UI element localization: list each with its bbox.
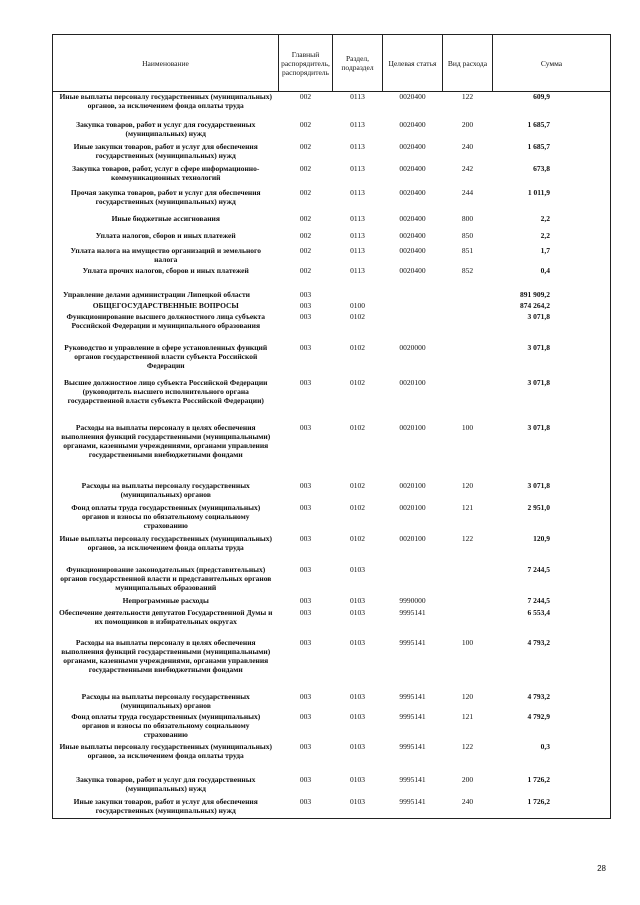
row-name: Руководство и управление в сфере установленных функций органов государственной власти субъекта Российской Федерации: [53, 343, 279, 378]
row-summa: 3 071,8: [493, 378, 611, 423]
row-glav: 003: [299, 564, 312, 574]
row-name: Уплата налогов, сборов и иных платежей: [53, 231, 279, 246]
row-razdel: 0102: [350, 311, 365, 321]
table-row: [53, 301, 611, 312]
row-vid: 240: [443, 797, 493, 819]
row-summa: 4 793,2: [493, 638, 611, 692]
row-statia: 9995141: [383, 797, 443, 819]
table-row: [53, 266, 611, 290]
row-vid: 121: [461, 502, 474, 512]
row-statia: 0020100: [399, 502, 426, 512]
table-row: [53, 290, 611, 301]
row-summa: 891 909,2: [493, 290, 611, 301]
row-statia: [383, 301, 443, 312]
row-razdel: 0103: [333, 797, 383, 819]
row-glav: 002: [299, 119, 312, 129]
table-row: [53, 596, 611, 608]
row-vid: 800: [461, 213, 474, 223]
table-row: [53, 608, 611, 638]
table-row: [53, 797, 611, 819]
table-row: [53, 120, 611, 142]
table-row: [53, 92, 611, 120]
row-razdel: 0113: [350, 265, 365, 275]
row-razdel: 0113: [350, 187, 365, 197]
row-summa: 4 792,9: [493, 712, 611, 742]
table-row: [53, 742, 611, 775]
row-statia: 0020100: [399, 533, 426, 543]
row-vid: 851: [461, 245, 474, 255]
header-summa: Сумма: [493, 35, 611, 92]
row-statia: 0020400: [399, 119, 426, 129]
row-summa: 3 071,8: [493, 312, 611, 343]
table-row: [53, 565, 611, 596]
row-vid: 100: [461, 422, 474, 432]
row-glav: 003: [299, 289, 312, 299]
row-vid: 244: [461, 187, 474, 197]
row-vid: [443, 343, 493, 378]
table-row: [53, 378, 611, 423]
table-row: [53, 503, 611, 534]
row-glav: 003: [299, 595, 312, 605]
header-vid: Вид расхода: [443, 35, 493, 92]
table-header-row: [53, 35, 611, 92]
row-summa: 3 071,8: [493, 343, 611, 378]
row-summa: 3 071,8: [493, 481, 611, 503]
row-vid: 200: [461, 119, 474, 129]
row-name: Закупка товаров, работ, услуг в сфере информационно-коммуникационных технологий: [53, 164, 279, 188]
row-summa: 2,2: [493, 214, 611, 231]
row-razdel: 0103: [350, 711, 365, 721]
row-summa: 1,7: [493, 246, 611, 266]
document-page: [52, 34, 610, 819]
row-statia: 9995141: [399, 637, 426, 647]
header-glav: Главный распорядитель, распорядитель: [279, 35, 333, 92]
row-glav: 003: [299, 480, 312, 490]
row-summa: 2,2: [493, 231, 611, 246]
row-vid: [443, 301, 493, 312]
row-statia: 0020400: [399, 163, 426, 173]
table-row: [53, 214, 611, 231]
row-statia: 9995141: [399, 741, 426, 751]
row-summa: 4 793,2: [493, 692, 611, 712]
row-glav: 002: [299, 141, 312, 151]
row-name: Управление делами администрации Липецкой области: [53, 290, 279, 301]
row-vid: [443, 290, 493, 301]
row-name: Иные бюджетные ассигнования: [53, 214, 279, 231]
row-statia: 0020100: [399, 377, 426, 387]
row-glav: 002: [299, 213, 312, 223]
row-name: Высшее должностное лицо субъекта Российской Федерации (руководитель высшего исполнительного органа государственной власти субъекта Российской Федерации): [53, 378, 279, 423]
row-name: Иные выплаты персоналу государственных (муниципальных) органов, за исключением фонда оплаты труда: [53, 534, 279, 565]
table-row: [53, 142, 611, 164]
row-vid: [443, 312, 493, 343]
row-summa: 0,3: [493, 742, 611, 775]
row-name: Иные закупки товаров, работ и услуг для обеспечения государственных (муниципальных) нужд: [53, 142, 279, 164]
row-statia: 0020400: [399, 245, 426, 255]
row-vid: 850: [461, 230, 474, 240]
row-summa: 2 951,0: [493, 503, 611, 534]
table-row: [53, 343, 611, 378]
row-statia: 9995141: [399, 711, 426, 721]
row-vid: 122: [461, 92, 474, 101]
row-glav: 002: [299, 230, 312, 240]
table-row: [53, 312, 611, 343]
row-statia: 9995141: [399, 691, 426, 701]
row-vid: 121: [461, 711, 474, 721]
table-row: [53, 423, 611, 481]
row-vid: 122: [461, 533, 474, 543]
table-row: [53, 534, 611, 565]
row-glav: 003: [279, 797, 333, 819]
row-name: Иные выплаты персоналу государственных (муниципальных) органов, за исключением фонда оплаты труда: [53, 92, 279, 120]
row-razdel: 0102: [350, 480, 365, 490]
table-row: [53, 164, 611, 188]
row-vid: [443, 596, 493, 608]
row-glav: 003: [299, 533, 312, 543]
row-razdel: 0100: [350, 300, 365, 310]
row-statia: 0020000: [399, 342, 426, 352]
row-vid: 200: [461, 774, 474, 784]
row-razdel: 0102: [350, 502, 365, 512]
row-summa: 1 685,7: [493, 120, 611, 142]
row-name: Обеспечение деятельности депутатов Государственной Думы и их помощников в избирательных округах: [53, 608, 279, 638]
row-name: Расходы на выплаты персоналу в целях обеспечения выполнения функций государственными (муниципальными) органами, казенными учреждениями, органами управления государственными внебюджетными фондами: [53, 423, 279, 481]
row-summa: 1 726,2: [493, 775, 611, 797]
row-statia: 0020400: [399, 141, 426, 151]
row-summa: 6 553,4: [493, 608, 611, 638]
row-vid: 240: [461, 141, 474, 151]
row-razdel: 0103: [350, 564, 365, 574]
table-row: [53, 231, 611, 246]
row-statia: 0020400: [399, 230, 426, 240]
row-name: Расходы на выплаты персоналу государственных (муниципальных) органов: [53, 692, 279, 712]
row-summa: 1 011,9: [493, 188, 611, 214]
row-razdel: 0102: [350, 342, 365, 352]
row-glav: 003: [299, 311, 312, 321]
row-razdel: 0113: [350, 213, 365, 223]
table-row: [53, 638, 611, 692]
row-vid: 122: [461, 741, 474, 751]
row-name: Закупка товаров, работ и услуг для государственных (муниципальных) нужд: [53, 120, 279, 142]
row-statia: 9995141: [399, 774, 426, 784]
row-summa: 7 244,5: [493, 596, 611, 608]
table-row: [53, 481, 611, 503]
row-summa: 609,9: [493, 92, 611, 120]
page-number: 28: [597, 864, 606, 873]
row-statia: 0020400: [399, 187, 426, 197]
row-summa: 874 264,2: [493, 301, 611, 312]
row-razdel: 0113: [350, 163, 365, 173]
row-summa: 120,9: [493, 534, 611, 565]
row-name: Функционирование высшего должностного лица субъекта Российской Федерации и муниципального образования: [53, 312, 279, 343]
row-name: Закупка товаров, работ и услуг для государственных (муниципальных) нужд: [53, 775, 279, 797]
row-razdel: 0113: [350, 119, 365, 129]
row-statia: 0020400: [399, 213, 426, 223]
row-glav: 003: [299, 607, 312, 617]
row-statia: 0020100: [399, 422, 426, 432]
row-glav: 002: [299, 163, 312, 173]
row-name: Иные закупки товаров, работ и услуг для обеспечения государственных (муниципальных) нужд: [53, 797, 279, 819]
row-razdel: 0103: [350, 691, 365, 701]
row-razdel: 0113: [350, 230, 365, 240]
table-row: [53, 712, 611, 742]
row-name: Фонд оплаты труда государственных (муниципальных) органов и взносы по обязательному социальному страхованию: [53, 712, 279, 742]
table-row: [53, 692, 611, 712]
row-summa: 1 685,7: [493, 142, 611, 164]
row-name: Уплата налога на имущество организаций и земельного налога: [53, 246, 279, 266]
row-name: Функционирование законодательных (представительных) органов государственной власти и представительных органов муниципальных образований: [53, 565, 279, 596]
row-name: ОБЩЕГОСУДАРСТВЕННЫЕ ВОПРОСЫ: [53, 301, 279, 312]
row-statia: 0020100: [399, 480, 426, 490]
row-glav: 003: [299, 637, 312, 647]
row-statia: 0020400: [399, 265, 426, 275]
row-razdel: 0102: [350, 422, 365, 432]
row-statia: 0020400: [399, 92, 426, 101]
row-statia: [383, 312, 443, 343]
row-vid: [443, 608, 493, 638]
header-statia: Целевая статья: [383, 35, 443, 92]
row-vid: 120: [461, 480, 474, 490]
table-row: [53, 775, 611, 797]
row-razdel: 0103: [350, 637, 365, 647]
row-glav: 003: [299, 342, 312, 352]
row-summa: 7 244,5: [493, 565, 611, 596]
row-razdel: 0113: [350, 141, 365, 151]
row-statia: 9990000: [399, 595, 426, 605]
row-glav: 003: [299, 422, 312, 432]
row-name: Расходы на выплаты персоналу государственных (муниципальных) органов: [53, 481, 279, 503]
row-razdel: 0113: [350, 245, 365, 255]
row-glav: 003: [299, 741, 312, 751]
row-glav: 003: [299, 711, 312, 721]
row-vid: 100: [461, 637, 474, 647]
table-row: [53, 246, 611, 266]
header-name: Наименование: [53, 35, 279, 92]
row-razdel: [333, 290, 383, 301]
row-razdel: 0103: [350, 595, 365, 605]
table-row: [53, 188, 611, 214]
budget-table: [52, 34, 611, 819]
row-glav: 002: [299, 92, 312, 101]
row-name: Фонд оплаты труда государственных (муниципальных) органов и взносы по обязательному социальному страхованию: [53, 503, 279, 534]
row-vid: [443, 565, 493, 596]
row-glav: 003: [299, 300, 312, 310]
row-vid: 242: [461, 163, 474, 173]
row-glav: 003: [299, 502, 312, 512]
row-glav: 003: [299, 691, 312, 701]
row-summa: 3 071,8: [493, 423, 611, 481]
row-vid: 852: [461, 265, 474, 275]
header-razdel: Раздел, подраздел: [333, 35, 383, 92]
row-summa: 0,4: [493, 266, 611, 290]
row-razdel: 0103: [350, 741, 365, 751]
row-vid: [443, 378, 493, 423]
row-name: Иные выплаты персоналу государственных (муниципальных) органов, за исключением фонда оплаты труда: [53, 742, 279, 775]
row-glav: 003: [299, 377, 312, 387]
row-razdel: 0113: [350, 92, 365, 101]
row-statia: [383, 290, 443, 301]
row-glav: 002: [299, 265, 312, 275]
row-razdel: 0103: [350, 774, 365, 784]
row-glav: 003: [299, 774, 312, 784]
row-razdel: 0102: [350, 377, 365, 387]
row-statia: 9995141: [399, 607, 426, 617]
row-glav: 002: [299, 187, 312, 197]
row-name: Прочая закупка товаров, работ и услуг для обеспечения государственных (муниципальных) нужд: [53, 188, 279, 214]
row-summa: 1 726,2: [493, 797, 611, 819]
row-statia: [383, 565, 443, 596]
row-glav: 002: [299, 245, 312, 255]
row-name: Расходы на выплаты персоналу в целях обеспечения выполнения функций государственными (муниципальными) органами, казенными учреждениями, органами управления государственными внебюджетными фондами: [53, 638, 279, 692]
row-summa: 673,8: [493, 164, 611, 188]
row-razdel: 0103: [350, 607, 365, 617]
row-name: Непрограммные расходы: [53, 596, 279, 608]
row-vid: 120: [461, 691, 474, 701]
row-razdel: 0102: [350, 533, 365, 543]
row-name: Уплата прочих налогов, сборов и иных платежей: [53, 266, 279, 290]
